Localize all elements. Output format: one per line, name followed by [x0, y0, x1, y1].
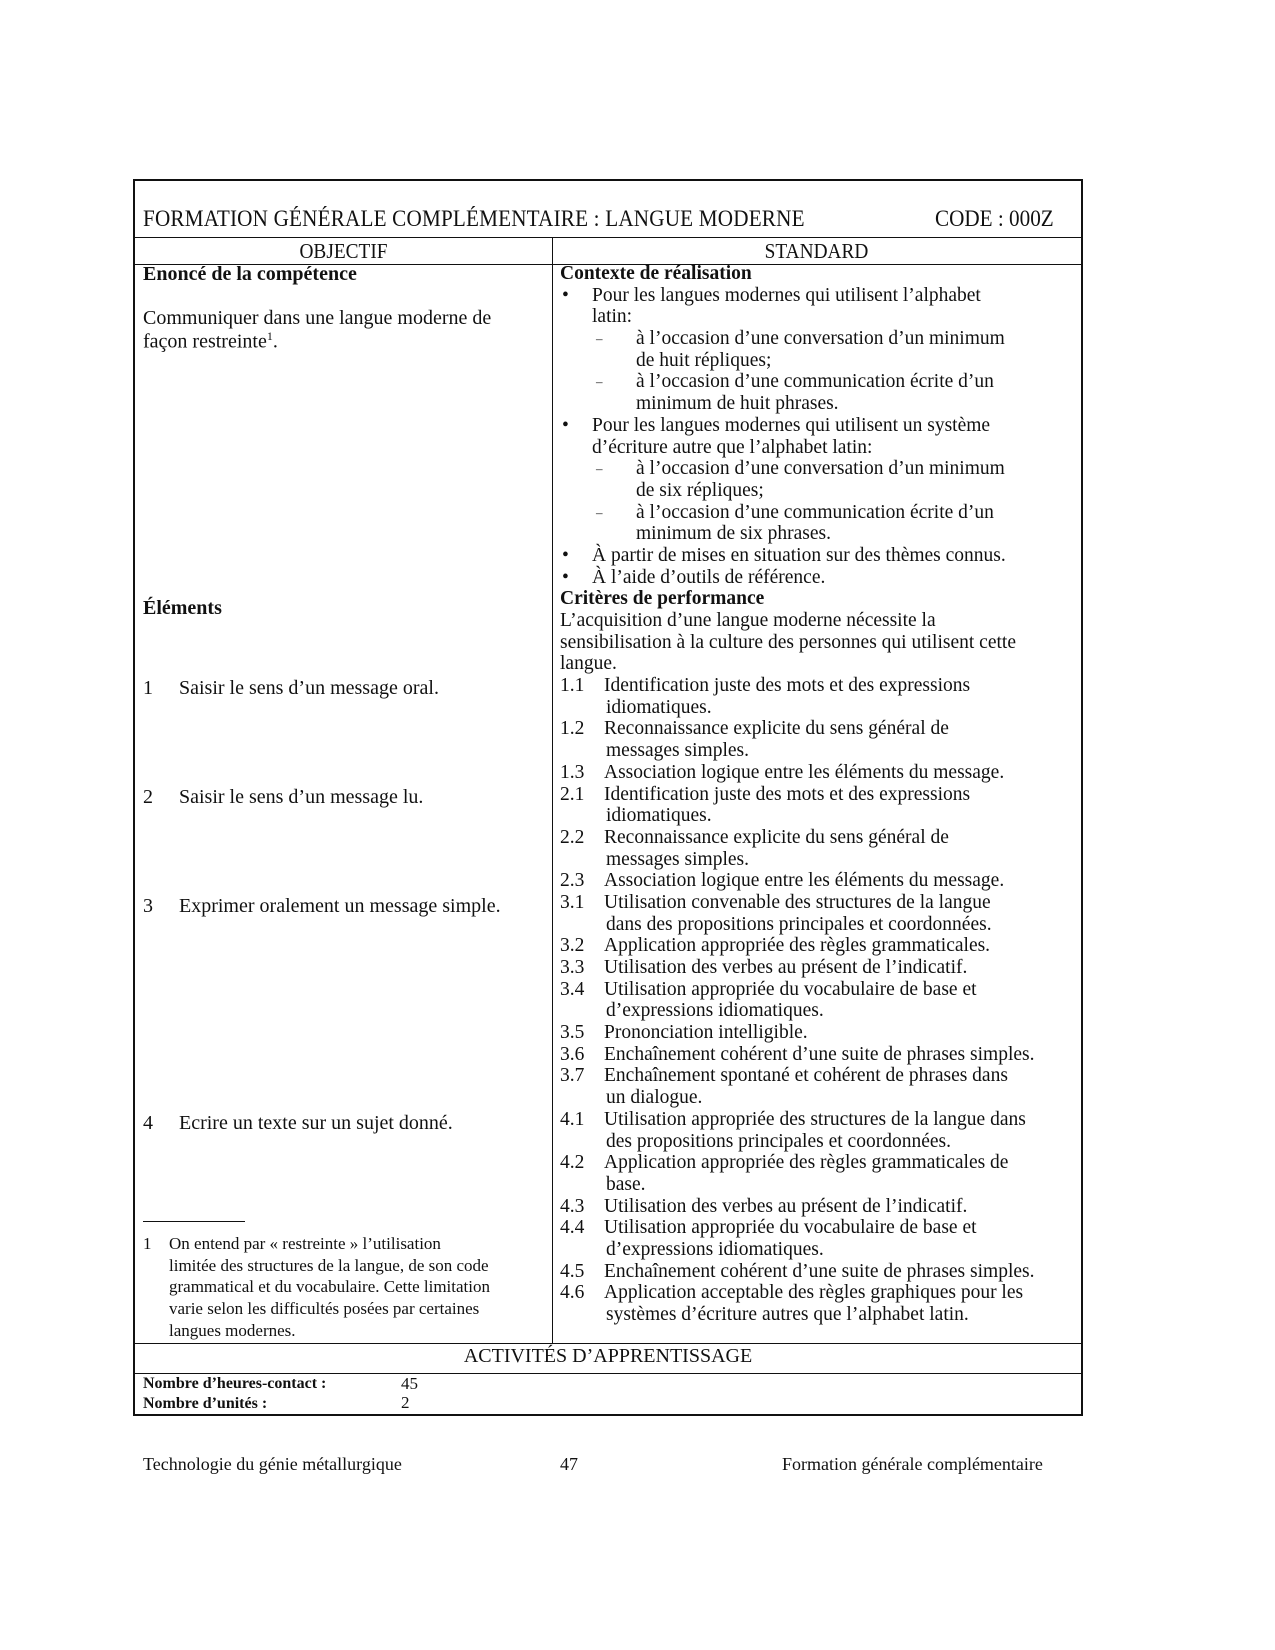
criterion-item-continued	[560, 914, 1080, 936]
text-line	[560, 632, 1080, 654]
row-text: L’acquisition d’une langue moderne nécessite la	[560, 610, 936, 631]
criterion-number: 4.2	[560, 1152, 585, 1174]
criterion-item	[560, 1152, 1080, 1174]
divider	[135, 1373, 1081, 1374]
row-text: messages simples.	[606, 740, 749, 762]
criterion-item-continued	[560, 1239, 1080, 1261]
row-text: Association logique entre les éléments du message.	[604, 870, 1005, 892]
bullet-item	[560, 567, 1080, 589]
row-text: Identification juste des mots et des expressions	[604, 675, 971, 697]
competency-code: CODE : 000Z	[935, 206, 1054, 231]
enonce-line: Communiquer dans une langue moderne de	[143, 307, 492, 329]
dash-marker: –	[596, 504, 603, 520]
footnote-rule	[143, 1221, 245, 1222]
activites-heading: ACTIVITÉS D’APPRENTISSAGE	[463, 1345, 753, 1367]
row-text: à l’occasion d’une communication écrite d’un	[636, 501, 994, 523]
criterion-item-continued	[560, 849, 1080, 871]
criterion-item-continued	[560, 1087, 1080, 1109]
dash-item	[560, 371, 1080, 393]
unites-label: Nombre d’unités :	[143, 1395, 268, 1412]
row-text: idiomatiques.	[606, 696, 712, 718]
criterion-number: 1.2	[560, 718, 585, 740]
row-text: Prononciation intelligible.	[604, 1022, 808, 1044]
row-text: langue.	[560, 653, 617, 675]
row-text: Enchaînement cohérent d’une suite de phrases simples.	[604, 1043, 1035, 1065]
criterion-number: 2.3	[560, 870, 585, 892]
bullet-item	[560, 415, 1080, 437]
criterion-item	[560, 1217, 1080, 1239]
column-header-standard: STANDARD	[764, 239, 869, 263]
criterion-item	[560, 1022, 1080, 1044]
row-text: Reconnaissance explicite du sens général de	[604, 718, 949, 740]
row-text: À l’aide d’outils de référence.	[592, 566, 826, 588]
criterion-number: 3.1	[560, 891, 585, 913]
dash-item-continued	[560, 393, 1080, 415]
criterion-item-continued	[560, 1304, 1080, 1326]
row-text: Utilisation convenable des structures de la langue	[604, 891, 991, 913]
unites-value: 2	[401, 1393, 410, 1412]
criterion-item-continued	[560, 1131, 1080, 1153]
row-text: minimum de six phrases.	[636, 523, 831, 545]
criterion-number: 2.1	[560, 783, 585, 805]
row-text: de six répliques;	[636, 479, 764, 501]
row-text: d’écriture autre que l’alphabet latin:	[592, 436, 873, 458]
bullet-item-continued	[560, 437, 1080, 459]
criterion-item	[560, 827, 1080, 849]
dash-item	[560, 458, 1080, 480]
row-text: à l’occasion d’une conversation d’un minimum	[636, 328, 1005, 350]
row-text: Association logique entre les éléments du message.	[604, 761, 1005, 783]
row-text: à l’occasion d’une conversation d’un minimum	[636, 458, 1005, 480]
criterion-item-continued	[560, 1174, 1080, 1196]
criterion-item	[560, 762, 1080, 784]
criterion-item	[560, 1196, 1080, 1218]
criterion-number: 4.4	[560, 1217, 585, 1239]
dash-marker: –	[596, 461, 603, 477]
bullet-item	[560, 285, 1080, 307]
footer-program: Technologie du génie métallurgique	[143, 1454, 402, 1474]
row-text: sensibilisation à la culture des personnes qui utilisent cette	[560, 631, 1016, 653]
row-text: des propositions principales et coordonnées.	[606, 1130, 951, 1152]
criterion-item-continued	[560, 805, 1080, 827]
row-text: Contexte de réalisation	[560, 263, 752, 284]
text-line	[560, 653, 1080, 675]
row-text: Critères de performance	[560, 588, 765, 610]
row-text: minimum de huit phrases.	[636, 393, 839, 415]
dash-item-continued	[560, 523, 1080, 545]
row-text: d’expressions idiomatiques.	[606, 1238, 824, 1260]
criterion-item	[560, 784, 1080, 806]
row-text: Enchaînement spontané et cohérent de phrases dans	[604, 1065, 1008, 1087]
row-text: de huit répliques;	[636, 349, 772, 371]
element-item: 4 Ecrire un texte sur un sujet donné.	[143, 1112, 453, 1134]
row-text: Identification juste des mots et des expressions	[604, 783, 971, 805]
elements-heading: Éléments	[143, 597, 222, 619]
row-text: Enchaînement cohérent d’une suite de phrases simples.	[604, 1260, 1035, 1282]
enonce-heading: Enoncé de la compétence	[143, 263, 357, 285]
heures-label: Nombre d’heures-contact :	[143, 1375, 327, 1392]
criterion-number: 3.5	[560, 1022, 585, 1044]
bullet-item-continued	[560, 306, 1080, 328]
standard-column	[560, 263, 1080, 1326]
row-text: à l’occasion d’une communication écrite d’un	[636, 371, 994, 393]
bullet-marker: •	[562, 566, 569, 588]
dash-item	[560, 328, 1080, 350]
criterion-number: 3.2	[560, 935, 585, 957]
footnote: 1 On entend par « restreinte » l’utilisation limitée des structures de la langue, de son code grammatical et du vocabulaire. Cette limitation varie selon les difficultés posées par certaines langues modernes.	[143, 1234, 490, 1340]
criterion-item-continued	[560, 740, 1080, 762]
criterion-item	[560, 935, 1080, 957]
row-text: idiomatiques.	[606, 805, 712, 827]
section-heading	[560, 588, 1080, 610]
criterion-item	[560, 979, 1080, 1001]
footnote-ref: 1	[266, 329, 273, 343]
criterion-number: 3.6	[560, 1043, 585, 1065]
dash-item	[560, 502, 1080, 524]
dash-item-continued	[560, 480, 1080, 502]
criterion-number: 2.2	[560, 826, 585, 848]
criterion-number: 4.6	[560, 1282, 585, 1304]
criterion-item	[560, 1065, 1080, 1087]
row-text: systèmes d’écriture autres que l’alphabet latin.	[606, 1304, 969, 1325]
row-text: Utilisation des verbes au présent de l’indicatif.	[604, 1195, 968, 1217]
row-text: dans des propositions principales et coordonnées.	[606, 913, 992, 935]
dash-marker: –	[596, 374, 603, 390]
dash-marker: –	[596, 331, 603, 347]
bullet-marker: •	[562, 414, 569, 436]
element-item: 1 Saisir le sens d’un message oral.	[143, 677, 439, 699]
criterion-item	[560, 870, 1080, 892]
row-text: Utilisation appropriée du vocabulaire de base et	[604, 978, 977, 1000]
row-text: Pour les langues modernes qui utilisent l’alphabet	[592, 284, 981, 306]
row-text: Application appropriée des règles grammaticales.	[604, 935, 991, 957]
criterion-number: 3.7	[560, 1065, 585, 1087]
criterion-item	[560, 1261, 1080, 1283]
criterion-number: 1.1	[560, 675, 585, 697]
row-text: base.	[606, 1173, 646, 1195]
criterion-number: 4.5	[560, 1260, 585, 1282]
row-text: d’expressions idiomatiques.	[606, 1000, 824, 1022]
row-text: un dialogue.	[606, 1087, 703, 1109]
row-text: Utilisation appropriée des structures de la langue dans	[604, 1108, 1026, 1130]
criterion-number: 4.3	[560, 1195, 585, 1217]
criterion-item	[560, 957, 1080, 979]
heures-value: 45	[401, 1374, 418, 1393]
column-header-objectif: OBJECTIF	[299, 239, 388, 263]
bullet-marker: •	[562, 284, 569, 306]
row-text: messages simples.	[606, 848, 749, 870]
row-text: Reconnaissance explicite du sens général de	[604, 826, 949, 848]
row-text: À partir de mises en situation sur des thèmes connus.	[592, 544, 1006, 566]
criterion-number: 3.4	[560, 978, 585, 1000]
row-text: Pour les langues modernes qui utilisent un système	[592, 414, 991, 436]
section-heading	[560, 263, 1080, 285]
row-text: Application appropriée des règles grammaticales de	[604, 1152, 1009, 1174]
criterion-item	[560, 1282, 1080, 1304]
criterion-item-continued	[560, 697, 1080, 719]
text-line	[560, 610, 1080, 632]
bullet-item	[560, 545, 1080, 567]
enonce-line: façon restreinte$^1$.	[143, 329, 278, 353]
footer-section: Formation générale complémentaire	[782, 1454, 1043, 1474]
divider	[135, 237, 1081, 238]
dash-item-continued	[560, 350, 1080, 372]
element-item: 3 Exprimer oralement un message simple.	[143, 895, 501, 917]
criterion-item	[560, 1044, 1080, 1066]
divider	[135, 1343, 1081, 1344]
page-title: FORMATION GÉNÉRALE COMPLÉMENTAIRE : LANGUE MODERNE	[143, 206, 805, 231]
row-text: latin:	[592, 306, 633, 328]
criterion-item	[560, 675, 1080, 697]
criterion-item-continued	[560, 1000, 1080, 1022]
column-divider	[552, 237, 553, 1343]
page-number: 47	[560, 1454, 578, 1474]
criterion-item	[560, 718, 1080, 740]
row-text: Utilisation des verbes au présent de l’indicatif.	[604, 957, 968, 978]
row-text: Utilisation appropriée du vocabulaire de base et	[604, 1217, 977, 1239]
criterion-item	[560, 1109, 1080, 1131]
criterion-number: 3.3	[560, 957, 585, 978]
criterion-number: 1.3	[560, 761, 585, 783]
element-item: 2 Saisir le sens d’un message lu.	[143, 786, 424, 808]
criterion-number: 4.1	[560, 1108, 585, 1130]
criterion-item	[560, 892, 1080, 914]
row-text: Application acceptable des règles graphiques pour les	[604, 1282, 1024, 1304]
bullet-marker: •	[562, 544, 569, 566]
